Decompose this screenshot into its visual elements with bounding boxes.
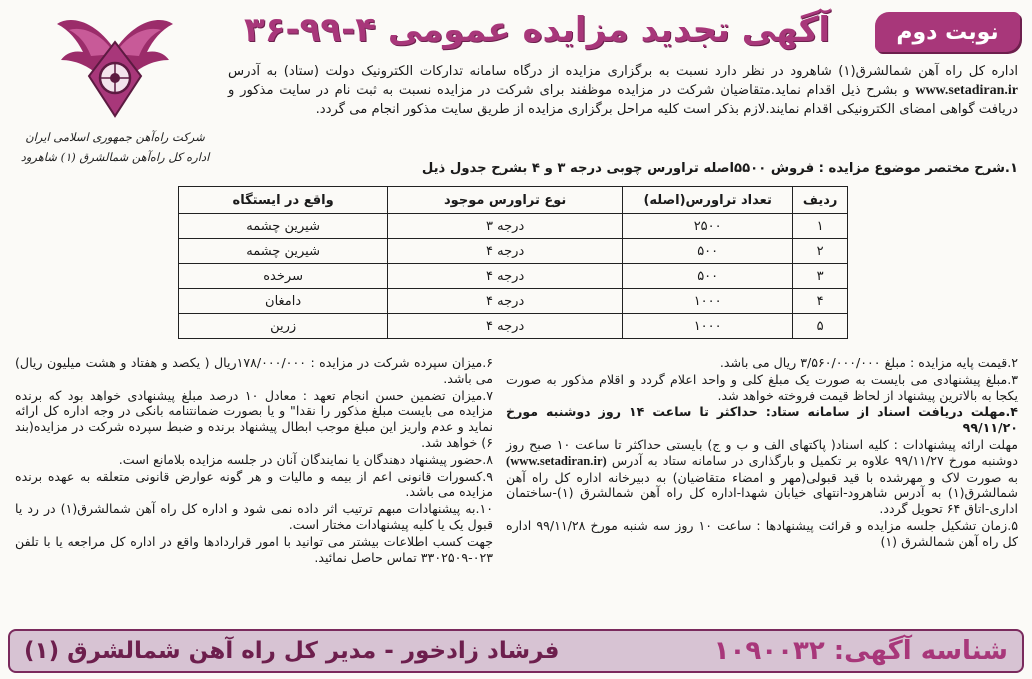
cell-count: ۵۰۰ [623,239,793,264]
cell-count: ۵۰۰ [623,264,793,289]
table-row [179,264,848,289]
clause-submission [506,437,1018,517]
clause-performance-bond: ۷.میزان تضمین حسن انجام تعهد : معادل ۱۰ درصد مبلغ پیشنهادی خواهد بود که برنده مزایده می بایست مبلغ مذکور را نقدا" و یا بصورت ضمانتنامه بانکی در وجه اداره کل ارائه نماید و عدم واریز این مبلغ موجب ابطال پیشنهاد برنده و ضبط سپرده شرکت در مزایده(بند ۶) خواهد شد. [15,387,493,450]
signature: فرشاد زادخور - مدیر کل راه آهن شمالشرق (۱) [24,638,560,664]
logo-org-name: شرکت راه‌آهن جمهوری اسلامی ایران [25,130,205,144]
clause-session-time: ۵.زمان تشکیل جلسه مزایده و قرائت پیشنهادها : ساعت ۱۰ روز سه شنبه مورخ ۹۹/۱۱/۲۸ اداره کل راه آهن شمالشرق (۱) [506,517,1018,549]
setadiran-link[interactable]: www.setadiran.ir [915,83,1018,98]
clause-document-deadline: ۴.مهلت دریافت اسناد از سامانه ستاد: حداکثر تا ساعت ۱۴ روز دوشنبه مورخ ۹۹/۱۱/۲۰ [506,404,1018,436]
clause-deductions: ۹.کسورات قانونی اعم از بیمه و مالیات و هر گونه عوارض قانونی متعلقه به عهده برنده مزایده می باشد. [15,468,493,500]
cell-count: ۲۵۰۰ [623,214,793,239]
col-header-type: نوع تراورس موجود [388,187,623,214]
conditions-right-column [506,355,1018,551]
logo-office-name: اداره کل راه‌آهن شمالشرق (۱) شاهرود [20,150,210,164]
clause-attendance: ۸.حضور پیشنهاد دهندگان یا نمایندگان آنان در جلسه مزایده بلامانع است. [118,451,493,467]
cell-station: دامغان [179,289,388,314]
clause-base-price: ۲.قیمت پایه مزایده : مبلغ ۳/۵۶۰/۰۰۰/۰۰۰ ریال می باشد. [719,355,1018,370]
table-row [179,214,848,239]
cell-type: درجه ۴ [388,289,623,314]
cell-type: درجه ۳ [388,214,623,239]
cell-type: درجه ۴ [388,264,623,289]
clause-ambiguous-bids: ۱۰.به پیشنهادات مبهم ترتیب اثر داده نمی شود و اداره کل راه آهن شمالشرق(۱) در رد یا قبول یک یا کلیه پیشنهادات مختار است. [15,501,493,532]
intro-part1: اداره کل راه آهن شمالشرق(۱) شاهرود در نظر دارد نسبت به برگزاری مزایده از درگاه سامانه تدارکات الکترونیک دولت (ستاد) به آدرس [228,64,1018,79]
cell-row-no: ۲ [793,239,848,264]
footer-bar [8,629,1024,673]
notice-title: آگهی تجدید مزایده عمومی ۴-۹۹-۳۶ [243,10,831,50]
cell-station: شیرین چشمه [179,214,388,239]
cell-row-no: ۴ [793,289,848,314]
intro-part2: و بشرح ذیل اقدام نماید.متقاضیان شرکت در مزایده موظفند برای شرکت در مزایده نسبت به ثبت نام در سایت مذکور و دریافت گواهی امضای الکترونیکی اقدام نمایند.لازم بذکر است کلیه مراحل برگزاری مزایده از طریق سایت مذکور انجام می گردد. [228,83,1018,117]
cell-station: شیرین چشمه [179,239,388,264]
setadiran-link-2[interactable]: (www.setadiran.ir) [506,453,607,468]
sleepers-table [178,186,848,339]
clause-deposit: ۶.میزان سپرده شرکت در مزایده : ۱۷۸/۰۰۰/۰۰۰ریال ( یکصد و هفتاد و هشت میلیون ریال) می باشد. [15,355,493,386]
table-row [179,239,848,264]
cell-count: ۱۰۰۰ [623,314,793,339]
cell-type: درجه ۴ [388,239,623,264]
table-header-row [179,187,848,214]
intro-paragraph [228,62,1018,119]
table-row [179,289,848,314]
table-row [179,314,848,339]
submission-text-2: به صورت لاک و مهرشده با قید قبولی(مهر و امضاء متقاضیان) به دبیرخانه اداره کل راه آهن شمالشرق(۱) به آدرس شاهرود-انتهای خیابان شهدا-اداره کل راه آهن شمالشرق (۱)-ساختمان اداری-اتاق ۶۴ تحویل گردد. [506,469,1018,517]
clause-contact: جهت کسب اطلاعات بیشتر می توانید با امور قراردادها واقع در اداره کل مراجعه یا با تلفن ۰۲۳-۳۳۰۲۵۰۹ تماس حاصل نمائید. [15,533,493,565]
subject-line: ۱.شرح مختصر موضوع مزایده : فروش ۵۵۰۰اصله تراورس چوبی درجه ۳ و ۴ بشرح جدول ذیل [421,161,1018,176]
cell-type: درجه ۴ [388,314,623,339]
cell-station: زرین [179,314,388,339]
cell-station: سرخده [179,264,388,289]
winged-wheel-icon [55,10,175,125]
railway-logo [15,10,215,170]
cell-row-no: ۳ [793,264,848,289]
notice-round-badge: نوبت دوم [875,12,1020,52]
cell-row-no: ۱ [793,214,848,239]
cell-count: ۱۰۰۰ [623,289,793,314]
col-header-count: تعداد تراورس(اصله) [623,187,793,214]
col-header-row-no: ردیف [793,187,848,214]
col-header-station: واقع در ایستگاه [179,187,388,214]
conditions-left-column [15,355,493,566]
submission-text: مهلت ارائه پیشنهادات : کلیه اسناد( پاکتهای الف و ب و ج) بایستی حداکثر تا ساعت ۱۰ صبح روز دوشنبه مورخ ۹۹/۱۱/۲۷ علاوه بر تکمیل و بارگذاری در سامانه ستاد به آدرس [506,436,1018,468]
clause-bid-amount: ۳.مبلغ پیشنهادی می بایست به صورت یک مبلغ کلی و واحد اعلام گردد و اقلام مذکور به صورت یکجا به بالاترین پیشنهاد از لحاظ قیمت فروخته خواهد شد. [506,371,1018,403]
notice-id: شناسه آگهی: ۱۰۹۰۰۳۲ [713,636,1008,666]
cell-row-no: ۵ [793,314,848,339]
